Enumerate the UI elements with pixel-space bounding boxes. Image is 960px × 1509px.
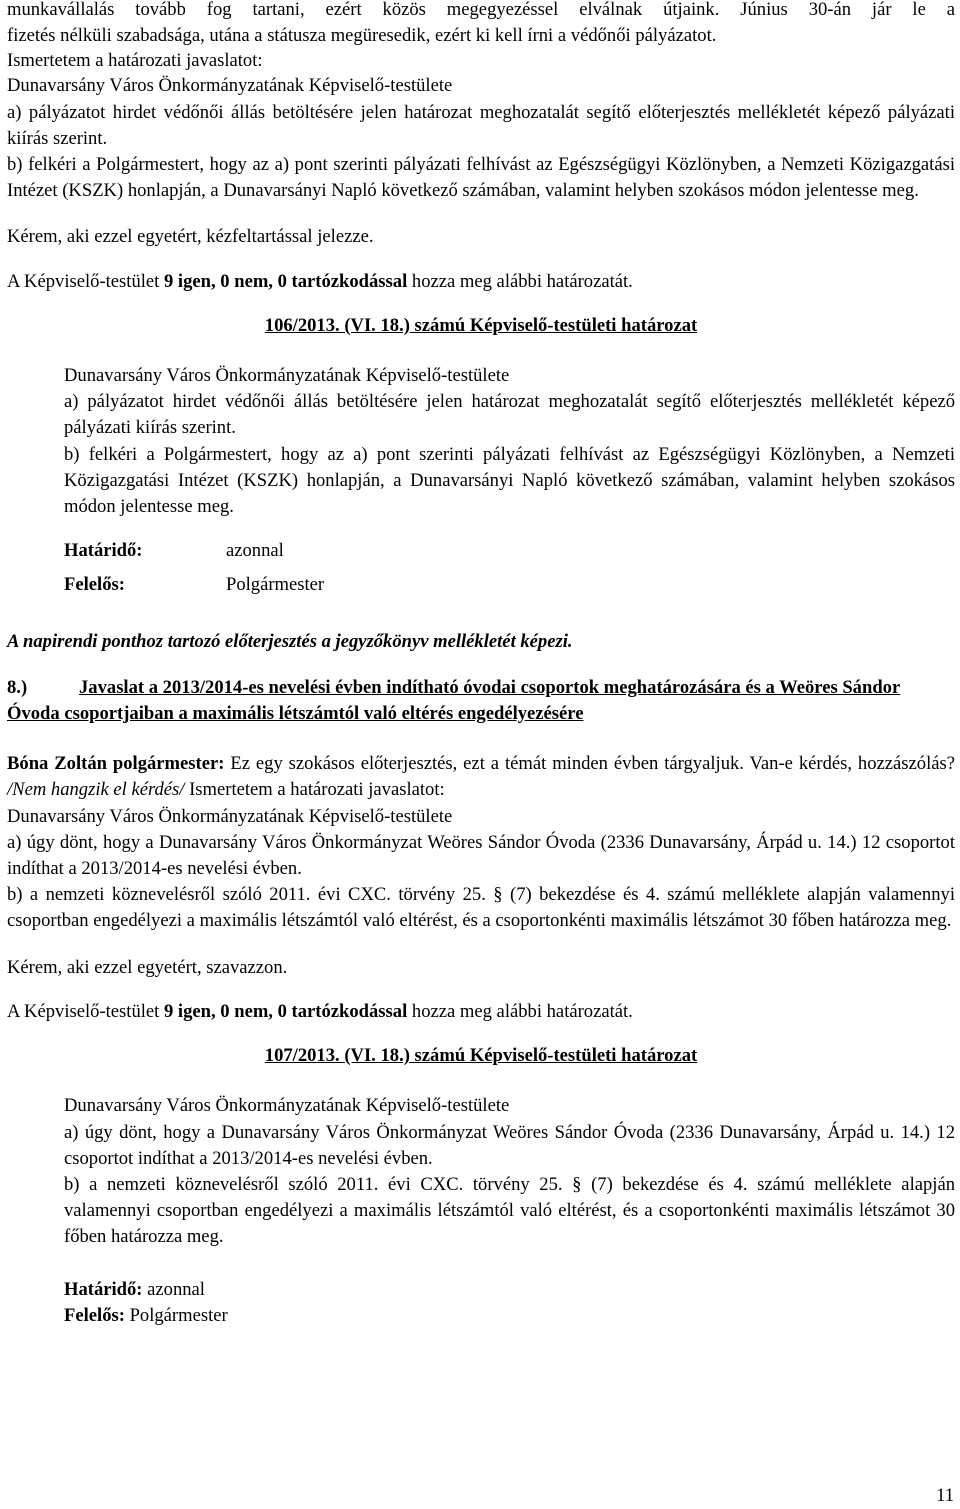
responsible-label: Felelős:	[64, 1304, 125, 1326]
resolution-body	[64, 363, 955, 520]
deadline-value: azonnal	[226, 540, 284, 562]
attachment-note: A napirendi ponthoz tartozó előterjesztés a jegyzőkönyv mellékletét képezi.	[7, 630, 573, 652]
page-number: 11	[936, 1485, 954, 1506]
text-line: Ismertetem a határozati javaslatot:	[7, 50, 263, 72]
resolution-title: 107/2013. (VI. 18.) számú Képviselő-testületi határozat	[264, 1045, 698, 1067]
point-b: b) a nemzeti köznevelésről szóló 2011. évi CXC. törvény 25. § (7) bekezdése és 4. számú melléklete alapján valamennyi csoportban engedélyezi a maximális létszámtól való eltérést, és a csoportonkénti maximális létszámot 30 főben határozza meg.	[7, 884, 955, 932]
responsible-value: Polgármester	[226, 574, 325, 596]
deadline-value: azonnal	[147, 1278, 205, 1300]
document-page	[7, 0, 955, 1329]
deadline-label: Határidő:	[64, 540, 143, 562]
point-a: a) pályázatot hirdet védőnői állás betöltésére jelen határozat meghozatalát segítő előterjesztés mellékletét képező pályázati kiírás szerint.	[64, 391, 955, 439]
deadline-row	[64, 538, 955, 564]
vote-call: Kérem, aki ezzel egyetért, kézfeltartással jelezze.	[7, 226, 374, 248]
point-b: b) felkéri a Polgármestert, hogy az a) pont szerinti pályázati felhívást az Egészségügyi Közlönyben, a Nemzeti Közigazgatási Intézet (KSZK) honlapján, a Dunavarsányi Napló következő számában, valamint helyben szokásos módon jelentesse meg.	[7, 154, 955, 202]
vote-call: Kérem, aki ezzel egyetért, szavazzon.	[7, 956, 288, 978]
speaker-paragraph: Bóna Zoltán polgármester: Ez egy szokásos előterjesztés, ezt a témát minden évben tárgyaljuk. Van-e kérdés, hozzászólás? /Nem hangzik el kérdés/ Ismertetem a határozati javaslatot:	[7, 753, 955, 801]
text-line: munkavállalás tovább fog tartani, ezért közös megegyezéssel elválnak útjaink. Június 30-án jár le a	[7, 0, 955, 20]
council-name: Dunavarsány Város Önkormányzatának Képviselő-testülete	[7, 805, 453, 827]
agenda-title: Javaslat a 2013/2014-es nevelési évben indítható óvodai csoportok meghatározására és a Weöres Sándor Óvoda csoportjaiban a maximális létszámtól való eltérés engedélyezésére	[7, 676, 901, 725]
point-a: a) pályázatot hirdet védőnői állás betöltésére jelen határozat meghozatalát segítő előterjesztés mellékletét képező pályázati kiírás szerint.	[7, 101, 955, 149]
responsible-row	[64, 1303, 955, 1329]
point-a: a) úgy dönt, hogy a Dunavarsány Város Önkormányzat Weöres Sándor Óvoda (2336 Dunavarsány, Árpád u. 14.) 12 csoportot indíthat a 2013/2014-es nevelési évben.	[64, 1121, 955, 1169]
deadline-label: Határidő:	[64, 1278, 143, 1300]
council-name: Dunavarsány Város Önkormányzatának Képviselő-testülete	[64, 365, 510, 387]
point-b: b) a nemzeti köznevelésről szóló 2011. évi CXC. törvény 25. § (7) bekezdése és 4. számú melléklete alapján valamennyi csoportban engedélyezi a maximális létszámtól való eltérést, és a csoportonkénti maximális létszámot 30 főben határozza meg.	[64, 1173, 955, 1248]
vote-result: A Képviselő-testület 9 igen, 0 nem, 0 tartózkodással hozza meg alábbi határozatát.	[7, 1000, 633, 1022]
speaker-name: Bóna Zoltán polgármester:	[7, 753, 225, 775]
deadline-row	[64, 1277, 955, 1303]
responsible-value: Polgármester	[129, 1304, 228, 1326]
responsible-label: Felelős:	[64, 574, 125, 596]
vote-result: A Képviselő-testület 9 igen, 0 nem, 0 tartózkodással hozza meg alábbi határozatát.	[7, 270, 633, 292]
responsible-row	[64, 572, 955, 598]
resolution-title: 106/2013. (VI. 18.) számú Képviselő-testületi határozat	[264, 314, 698, 336]
point-a: a) úgy dönt, hogy a Dunavarsány Város Önkormányzat Weöres Sándor Óvoda (2336 Dunavarsány, Árpád u. 14.) 12 csoportot indíthat a 2013/2014-es nevelési évben.	[7, 831, 955, 880]
agenda-number: 8.)	[7, 676, 28, 698]
resolution-body	[64, 1093, 955, 1250]
point-b: b) felkéri a Polgármestert, hogy az a) pont szerinti pályázati felhívást az Egészségügyi Közlönyben, a Nemzeti Közigazgatási Intézet (KSZK) honlapján, a Dunavarsányi Napló következő számában, valamint helyben szokásos módon jelentesse meg.	[64, 443, 955, 518]
council-name: Dunavarsány Város Önkormányzatának Képviselő-testülete	[64, 1095, 510, 1117]
agenda-item-heading	[7, 675, 955, 727]
text-line: fizetés nélküli szabadsága, utána a státusza megüresedik, ezért ki kell írni a védőnői pályázatot.	[7, 25, 717, 47]
council-name: Dunavarsány Város Önkormányzatának Képviselő-testülete	[7, 75, 453, 97]
